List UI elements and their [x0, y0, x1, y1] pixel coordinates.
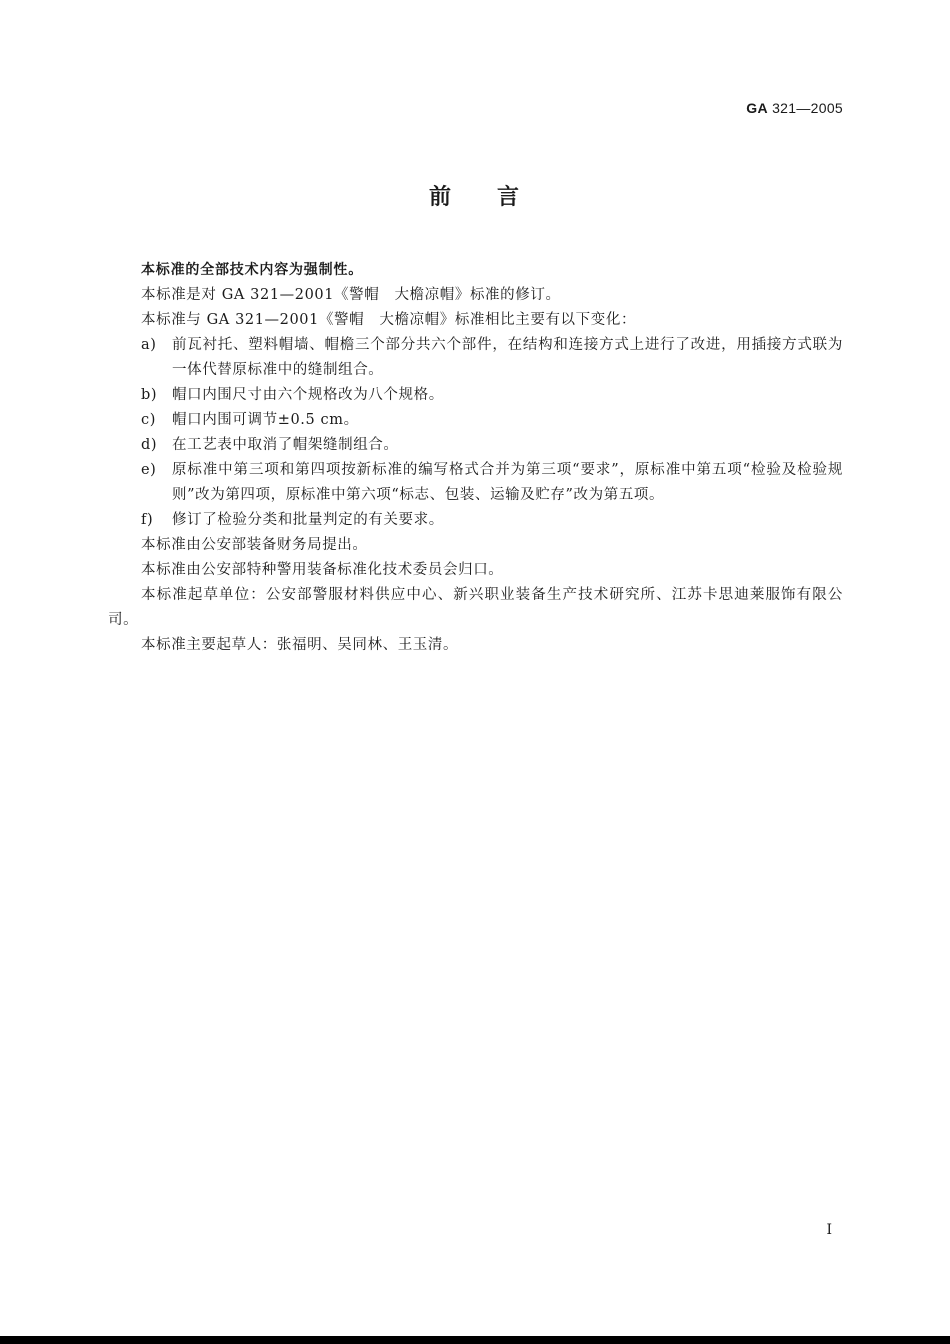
change-item-c	[108, 408, 843, 433]
item-marker: d)	[141, 437, 158, 453]
change-item-b	[108, 383, 843, 408]
item-marker: a)	[141, 337, 157, 353]
administered-by: 本标准由公安部特种警用装备标准化技术委员会归口。	[141, 562, 504, 578]
item-marker: c)	[141, 412, 156, 428]
item-text: 在工艺表中取消了帽架缝制组合。	[172, 437, 399, 453]
change-item-d	[108, 433, 843, 458]
page-number: I	[826, 1222, 832, 1238]
revision-statement: 本标准是对 GA 321—2001《警帽 大檐凉帽》标准的修订。	[141, 287, 561, 303]
drafters: 本标准主要起草人：张福明、吴同林、王玉清。	[141, 637, 459, 653]
title-char-1: 前	[428, 185, 453, 210]
item-text: 帽口内围尺寸由六个规格改为八个规格。	[172, 387, 444, 403]
page-title	[0, 180, 950, 211]
change-item-a	[108, 333, 843, 383]
change-item-e	[108, 458, 843, 508]
change-item-f	[108, 508, 843, 533]
changes-intro: 本标准与 GA 321—2001《警帽 大檐凉帽》标准相比主要有以下变化：	[141, 312, 637, 328]
item-text: 前瓦衬托、塑料帽墙、帽檐三个部分共六个部件，在结构和连接方式上进行了改进，用插接方式联为一体代替原标准中的缝制组合。	[172, 337, 843, 378]
standard-code	[746, 100, 843, 116]
proposed-by: 本标准由公安部装备财务局提出。	[141, 537, 368, 553]
standard-number: 321—2005	[772, 100, 843, 116]
item-text: 修订了检验分类和批量判定的有关要求。	[172, 512, 444, 528]
item-text: 原标准中第三项和第四项按新标准的编写格式合并为第三项“要求”，原标准中第五项“检验及检验规则”改为第四项，原标准中第六项“标志、包装、运输及贮存”改为第五项。	[172, 462, 843, 503]
item-marker: f)	[141, 512, 154, 528]
mandatory-statement: 本标准的全部技术内容为强制性。	[141, 262, 363, 278]
standard-prefix: GA	[746, 100, 768, 116]
drafting-units: 本标准起草单位：公安部警服材料供应中心、新兴职业装备生产技术研究所、江苏卡思迪莱服饰有限公司。	[108, 587, 843, 628]
foreword-body	[108, 258, 843, 658]
bottom-border	[0, 1336, 950, 1344]
item-text: 帽口内围可调节±0.5 cm。	[172, 412, 359, 428]
item-marker: b)	[141, 387, 158, 403]
title-char-2: 言	[497, 185, 522, 210]
item-marker: e)	[141, 462, 157, 478]
